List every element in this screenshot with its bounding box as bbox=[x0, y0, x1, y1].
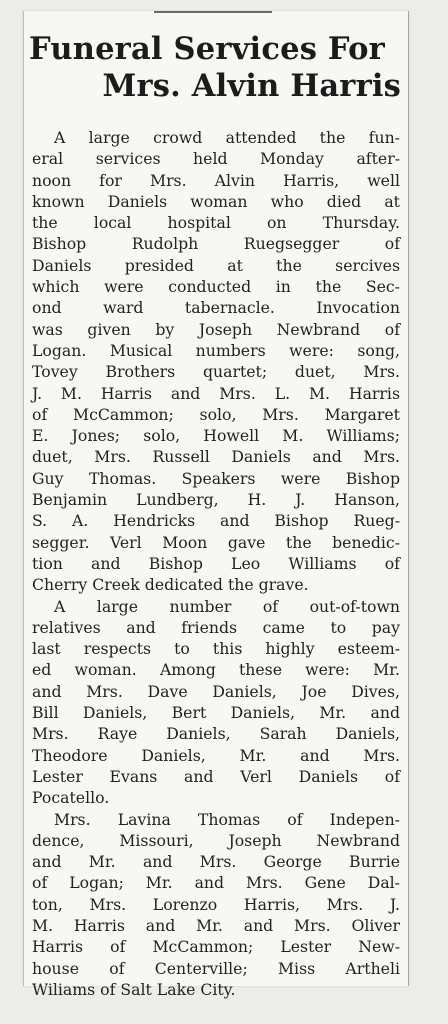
article-line: dence, Missouri, Joseph Newbrand bbox=[32, 830, 400, 850]
article-line: J. M. Harris and Mrs. L. M. Harris bbox=[32, 383, 400, 403]
article-line: which were conducted in the Sec- bbox=[32, 277, 400, 297]
newspaper-clipping bbox=[23, 11, 409, 999]
article-line: Mrs. Raye Daniels, Sarah Daniels, bbox=[32, 724, 400, 744]
article-line: A large number of out-of-town bbox=[54, 596, 400, 616]
article-line: ed woman. Among these were: Mr. bbox=[32, 660, 400, 680]
article-line: S. A. Hendricks and Bishop Rueg- bbox=[32, 511, 400, 531]
article-line: Benjamin Lundberg, H. J. Hanson, bbox=[32, 490, 400, 510]
article-line: Cherry Creek dedicated the grave. bbox=[32, 575, 309, 595]
top-rule bbox=[154, 11, 272, 13]
article-line: and Mrs. Dave Daniels, Joe Dives, bbox=[32, 681, 400, 701]
article-line: of McCammon; solo, Mrs. Margaret bbox=[32, 404, 400, 424]
article-line: Logan. Musical numbers were: song, bbox=[32, 340, 400, 360]
article-line: Lester Evans and Verl Daniels of bbox=[32, 766, 400, 786]
article-line: Bishop Rudolph Ruegsegger of bbox=[32, 234, 400, 254]
article-line: Bill Daniels, Bert Daniels, Mr. and bbox=[32, 703, 400, 723]
article-line: tion and Bishop Leo Williams of bbox=[32, 553, 400, 573]
article-line: segger. Verl Moon gave the benedic- bbox=[32, 532, 400, 552]
article-line: Wiliams of Salt Lake City. bbox=[32, 979, 236, 999]
article-line: of Logan; Mr. and Mrs. Gene Dal- bbox=[32, 873, 400, 893]
article-line: house of Centerville; Miss Artheli bbox=[32, 958, 400, 978]
article-line: duet, Mrs. Russell Daniels and Mrs. bbox=[32, 447, 400, 467]
headline-line-2: Mrs. Alvin Harris bbox=[102, 68, 401, 104]
article-line: noon for Mrs. Alvin Harris, well bbox=[32, 170, 400, 190]
article-line: Daniels presided at the sercives bbox=[32, 255, 400, 275]
article-body bbox=[32, 127, 400, 1000]
headline-line-1: Funeral Services For bbox=[29, 31, 385, 67]
article-line: ton, Mrs. Lorenzo Harris, Mrs. J. bbox=[32, 894, 400, 914]
article-line: A large crowd attended the fun- bbox=[54, 128, 400, 147]
article-line: Mrs. Lavina Thomas of Indepen- bbox=[54, 809, 400, 829]
headline bbox=[29, 31, 403, 105]
article-line: Guy Thomas. Speakers were Bishop bbox=[32, 468, 400, 488]
article-line: Theodore Daniels, Mr. and Mrs. bbox=[32, 745, 400, 765]
article-line: and Mr. and Mrs. George Burrie bbox=[32, 852, 400, 872]
article-line: relatives and friends came to pay bbox=[32, 617, 400, 637]
article-line: was given by Joseph Newbrand of bbox=[32, 319, 400, 339]
article-line: the local hospital on Thursday. bbox=[32, 213, 400, 233]
article-line: eral services held Monday after- bbox=[32, 149, 400, 169]
article-line: Tovey Brothers quartet; duet, Mrs. bbox=[32, 362, 400, 382]
article-line: known Daniels woman who died at bbox=[32, 191, 400, 211]
article-line: ond ward tabernacle. Invocation bbox=[32, 298, 400, 318]
article-line: last respects to this highly esteem- bbox=[32, 639, 400, 659]
article-line: Harris of McCammon; Lester New- bbox=[32, 937, 400, 957]
article-line: M. Harris and Mr. and Mrs. Oliver bbox=[32, 915, 400, 935]
article-line: E. Jones; solo, Howell M. Williams; bbox=[32, 426, 400, 446]
article-line: Pocatello. bbox=[32, 788, 110, 808]
